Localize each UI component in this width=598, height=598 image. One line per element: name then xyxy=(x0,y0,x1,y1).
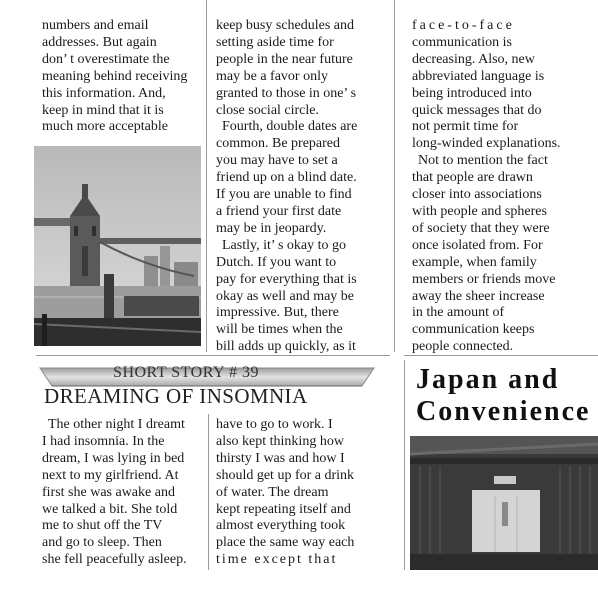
story-left-column xyxy=(42,417,202,571)
title-line: Convenience xyxy=(416,396,591,427)
story-title: DREAMING OF INSOMNIA xyxy=(44,384,308,408)
column-rule xyxy=(208,414,209,570)
text-line: of society that they were xyxy=(412,220,550,236)
text-line: friend up on a blind date. xyxy=(216,170,357,186)
text-line: impressive. But, there xyxy=(216,305,339,321)
text-line: have to go to work. I xyxy=(216,417,333,432)
left-column-text xyxy=(42,18,200,142)
text-line: may be in jeopardy. xyxy=(216,220,327,236)
text-line: numbers and email xyxy=(42,18,149,33)
text-line: keep in mind that it is xyxy=(42,102,164,118)
text-line: Fourth, double dates are xyxy=(222,119,358,135)
right-column-text xyxy=(412,18,598,354)
text-line: will be times when the xyxy=(216,322,343,338)
text-line: If you are unable to find xyxy=(216,187,352,203)
text-line: you may have to set a xyxy=(216,153,338,169)
text-line: may be a favor only xyxy=(216,68,328,84)
section-rule xyxy=(404,355,598,356)
tower-bridge-photo xyxy=(34,146,201,346)
column-rule xyxy=(404,360,405,570)
text-line: bill adds up quickly, as it xyxy=(216,339,356,354)
text-line: pay for everything that is xyxy=(216,271,357,287)
text-line: setting aside time for xyxy=(216,34,334,50)
text-line: meaning behind receiving xyxy=(42,68,188,84)
text-line: Dutch. If you want to xyxy=(216,254,337,270)
text-line: addresses. But again xyxy=(42,34,157,50)
text-line: first she was awake and xyxy=(42,484,175,500)
text-line: away the sheer increase xyxy=(412,288,545,304)
text-line: time except that xyxy=(216,552,338,568)
text-line: example, when family xyxy=(412,254,537,270)
text-line: long-winded explanations. xyxy=(412,136,561,152)
column-rule xyxy=(206,0,207,352)
text-line: abbreviated language is xyxy=(412,68,545,84)
text-line: and go to sleep. Then xyxy=(42,535,162,551)
text-line: decreasing. Also, new xyxy=(412,51,535,67)
text-line: in the amount of xyxy=(412,305,505,321)
text-line: closer into associations xyxy=(412,187,542,203)
text-line: me to shut off the TV xyxy=(42,518,163,534)
text-line: keep busy schedules and xyxy=(216,18,355,33)
text-line: Not to mention the fact xyxy=(418,153,548,169)
text-line: being introduced into xyxy=(412,85,532,101)
column-rule xyxy=(394,0,395,352)
text-line: quick messages that do xyxy=(412,102,542,118)
text-line: much more acceptable xyxy=(42,119,168,135)
middle-column-text xyxy=(216,18,374,354)
text-line: place the same way each xyxy=(216,535,355,551)
text-line: next to my girlfriend. At xyxy=(42,467,179,483)
text-line: not permit time for xyxy=(412,119,519,135)
text-line: that people are drawn xyxy=(412,170,533,186)
text-line: okay as well and may be xyxy=(216,288,355,304)
text-line: dream, I was lying in bed xyxy=(42,450,185,466)
text-line: don’ t overestimate the xyxy=(42,51,170,67)
text-line: The other night I dreamt xyxy=(48,417,185,432)
text-line: of water. The dream xyxy=(216,484,329,500)
text-line: should get up for a drink xyxy=(216,467,355,483)
text-line: she fell peacefully asleep. xyxy=(42,552,187,568)
text-line: Lastly, it’ s okay to go xyxy=(222,237,347,253)
text-line: also kept thinking how xyxy=(216,433,344,449)
text-line: a friend your first date xyxy=(216,203,342,219)
text-line: communication keeps xyxy=(412,322,535,338)
text-line: with people and spheres xyxy=(412,203,547,219)
story-right-column xyxy=(216,417,376,571)
text-line: I had insomnia. In the xyxy=(42,433,165,449)
title-line: Japan and xyxy=(416,364,560,395)
text-line: common. Be prepared xyxy=(216,136,341,152)
shop-entrance-photo xyxy=(410,436,598,570)
text-line: thirsty I was and how I xyxy=(216,450,345,466)
text-line: communication is xyxy=(412,34,512,50)
japan-article-title xyxy=(416,364,598,428)
text-line: granted to those in one’ s xyxy=(216,85,357,101)
text-line: kept repeating itself and xyxy=(216,501,351,517)
text-line: we talked a bit. She told xyxy=(42,501,178,517)
text-line: people connected. xyxy=(412,339,514,354)
text-line: once isolated from. For xyxy=(412,237,543,253)
text-line: people in the near future xyxy=(216,51,353,67)
text-line: this information. And, xyxy=(42,85,166,101)
text-line: members or friends move xyxy=(412,271,556,287)
story-header xyxy=(36,362,378,412)
story-subtitle: SHORT STORY # 39 xyxy=(113,364,259,381)
text-line: almost everything took xyxy=(216,518,346,534)
text-line: face-to-face xyxy=(412,18,515,33)
text-line: close social circle. xyxy=(216,102,320,118)
section-rule xyxy=(36,355,390,356)
